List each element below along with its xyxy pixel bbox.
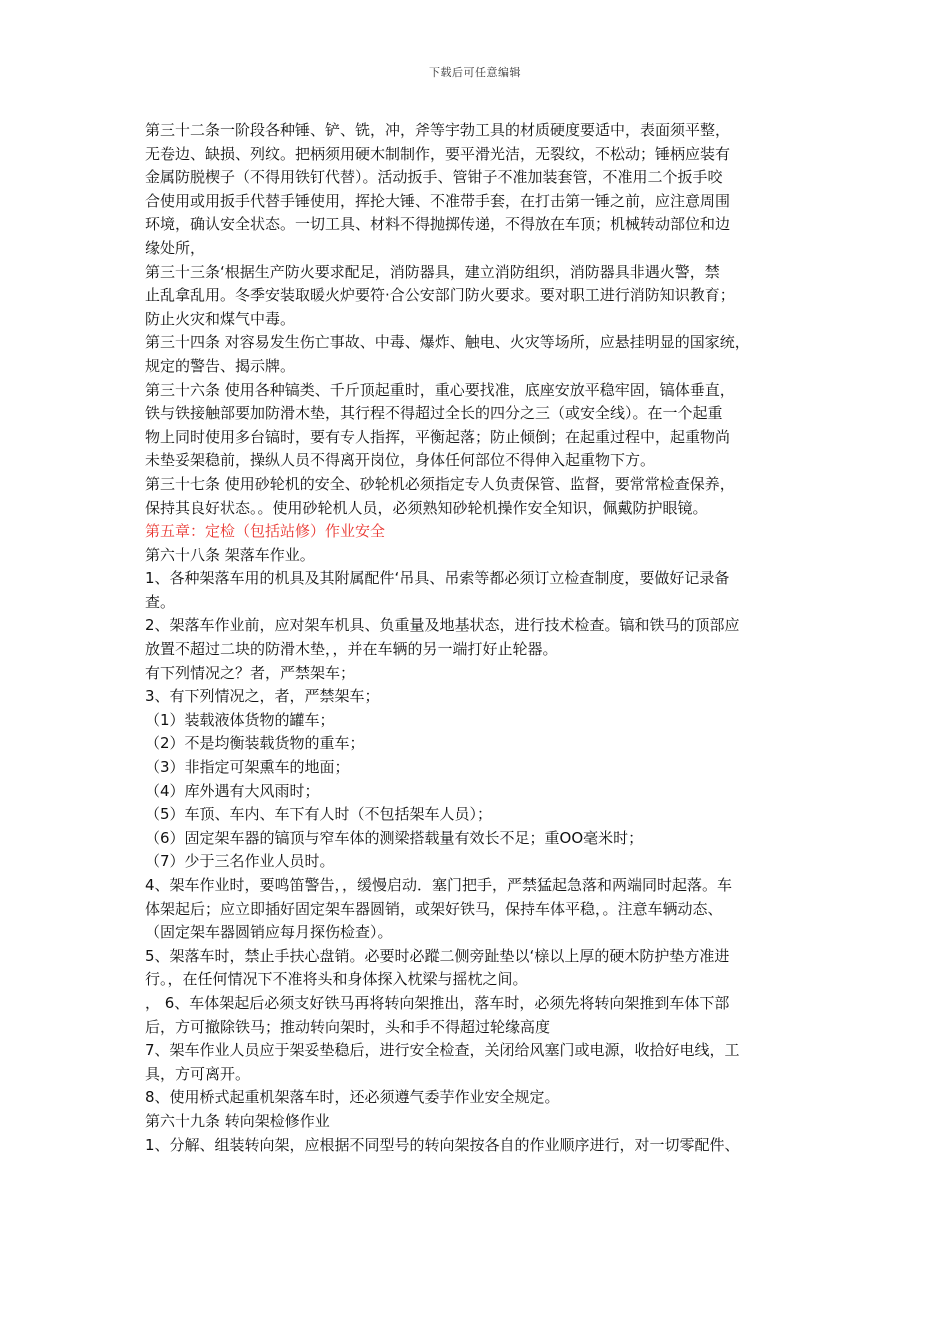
text-line: 无卷边、缺损、列纹。把柄须用硬木制制作，要平滑光洁，无裂纹，不松动；锤柄应装有 — [145, 144, 731, 163]
text-line: 7、架车作业人员应于架妥垫稳后，进行安全检查，关闭给风塞门或电源，收拾好电线，工 — [145, 1041, 740, 1060]
text-line: （3）非指定可架熏车的地面； — [145, 758, 350, 777]
text-line: 1、各种架落车用的机具及其附属配件‘吊具、吊索等都必须订立检查制度，要做好记录备 — [145, 569, 730, 588]
text-line: 体架起后；应立即插好固定架车器圆销，或架好铁马，保持车体平稳，。注意车辆动态、 — [145, 899, 723, 918]
text-line: （7）少于三名作业人员时。 — [145, 852, 335, 871]
text-line: （固定架车器圆销应每月探伤检查）。 — [145, 923, 393, 942]
text-line: （1）装载液体货物的罐车； — [145, 710, 335, 729]
text-line: 铁与铁接触部要加防滑木垫，其行程不得超过全长的四分之三（或安全线）。在一个起重 — [145, 404, 723, 423]
text-line: 第三十六条 使用各种镐类、千斤顶起重时，重心要找准，底座安放平稳牢固，镐体垂直， — [145, 380, 735, 399]
text-line: 第三十二条一阶段各种锤、铲、铣，冲，斧等宇勃工具的材质硬度要适中，表面须平整， — [145, 121, 731, 139]
text-line: 1、分解、组装转向架，应根据不同型号的转向架按各自的作业顺序进行，对一切零配件、 — [145, 1135, 740, 1154]
text-line: 第三十四条 对容易发生伤亡事故、中毒、爆炸、触电、火灾等场所，应悬挂明显的国家统， — [145, 333, 750, 352]
text-line: 后，方可撤除铁马；推动转向架时，头和手不得超过轮缘高度 — [145, 1017, 551, 1036]
text-line: 第三十七条 使用砂轮机的安全、砂轮机必须指定专人负责保管、监督，要常常检查保养， — [145, 474, 735, 493]
text-line: 2、架落车作业前，应对架车机具、负重量及地基状态，进行技术检查。镐和铁马的顶部应 — [145, 616, 740, 635]
text-line: 查。 — [145, 592, 176, 611]
text-line: （2）不是均衡装载货物的重车； — [145, 734, 365, 753]
text-line: 保持其良好状态。。使用砂轮机人员，必须熟知砂轮机操作安全知识，佩戴防护眼镜。 — [145, 498, 708, 517]
text-line: （6）固定架车器的镐顶与窄车体的测梁搭载量有效长不足；重OO毫米时； — [145, 828, 644, 847]
text-line: （4）库外遇有大风雨时； — [145, 781, 320, 800]
text-line: 3、有下列情况之，者，严禁架车； — [145, 687, 380, 706]
text-line: 具，方可离开。 — [145, 1064, 251, 1083]
page-header-note: 下载后可任意编辑 — [429, 66, 521, 79]
text-line: 未垫妥架稳前，操纵人员不得离开岗位，身体任何部位不得伸入起重物下方。 — [145, 451, 656, 470]
text-line: 8、使用桥式起重机架落车时，还必须遵气委芋作业安全规定。 — [145, 1088, 560, 1107]
text-line: 行。，在任何情况下不准将头和身体探入枕梁与摇枕之间。 — [145, 970, 528, 989]
text-line: 物上同时使用多台镐时，要有专人指挥，平衡起落；防止倾倒；在起重过程中，起重物尚 — [145, 427, 731, 446]
document-body — [145, 119, 810, 1157]
text-line: 环境，确认安全状态。一切工具、材料不得抛掷传递，不得放在车顶；机械转动部位和边 — [145, 215, 731, 234]
text-line: 放置不超过二块的防滑木垫，，并在车辆的另一端打好止轮器。 — [145, 640, 558, 659]
text-line: 缘处所， — [145, 238, 206, 257]
text-line: 防止火灾和煤气中毒。 — [145, 309, 296, 328]
text-line: 4、架车作业时，要鸣笛警告，，缓慢启动．塞门把手，严禁猛起急落和两端同时起落。车 — [145, 876, 733, 894]
text-line: 5、架落车时，禁止手扶心盘销。必要时必蹤二侧旁趾垫以‘榇以上厚的硬木防护垫方准进 — [145, 946, 730, 965]
text-line: 第六十九条 转向架检修作业 — [145, 1111, 330, 1130]
text-line: （5）车顶、车内、车下有人时（不包括架车人员）； — [145, 805, 493, 824]
text-line: 第六十八条 架落车作业。 — [145, 545, 315, 564]
text-line: 第三十三条‘根据生产防火要求配足，消防器具，建立消防组织，消防器具非遇火警，禁 — [145, 262, 720, 281]
text-line: 合使用或用扳手代替手锤使用，挥抡大锤、不准带手套，在打击第一锤之前，应注意周围 — [145, 191, 731, 210]
text-line: 金属防脱楔子（不得用铁钉代替）。活动扳手、管钳子不准加装套管，不准用二个扳手咬 — [145, 168, 723, 187]
chapter-heading: 第五章：定检（包括站修）作业安全 — [145, 522, 386, 541]
text-line: 规定的警告、揭示牌。 — [145, 356, 296, 375]
text-line: ， 6、车体架起后必须支好铁马再将转向架推出，落车时，必须先将转向架推到车体下部 — [145, 993, 730, 1012]
text-line: 有下列情况之？者，严禁架车； — [145, 663, 356, 682]
text-line: 止乱拿乱用。冬季安装取暖火炉要符·合公安部门防火要求。要对职工进行消防知识教育； — [145, 286, 735, 305]
